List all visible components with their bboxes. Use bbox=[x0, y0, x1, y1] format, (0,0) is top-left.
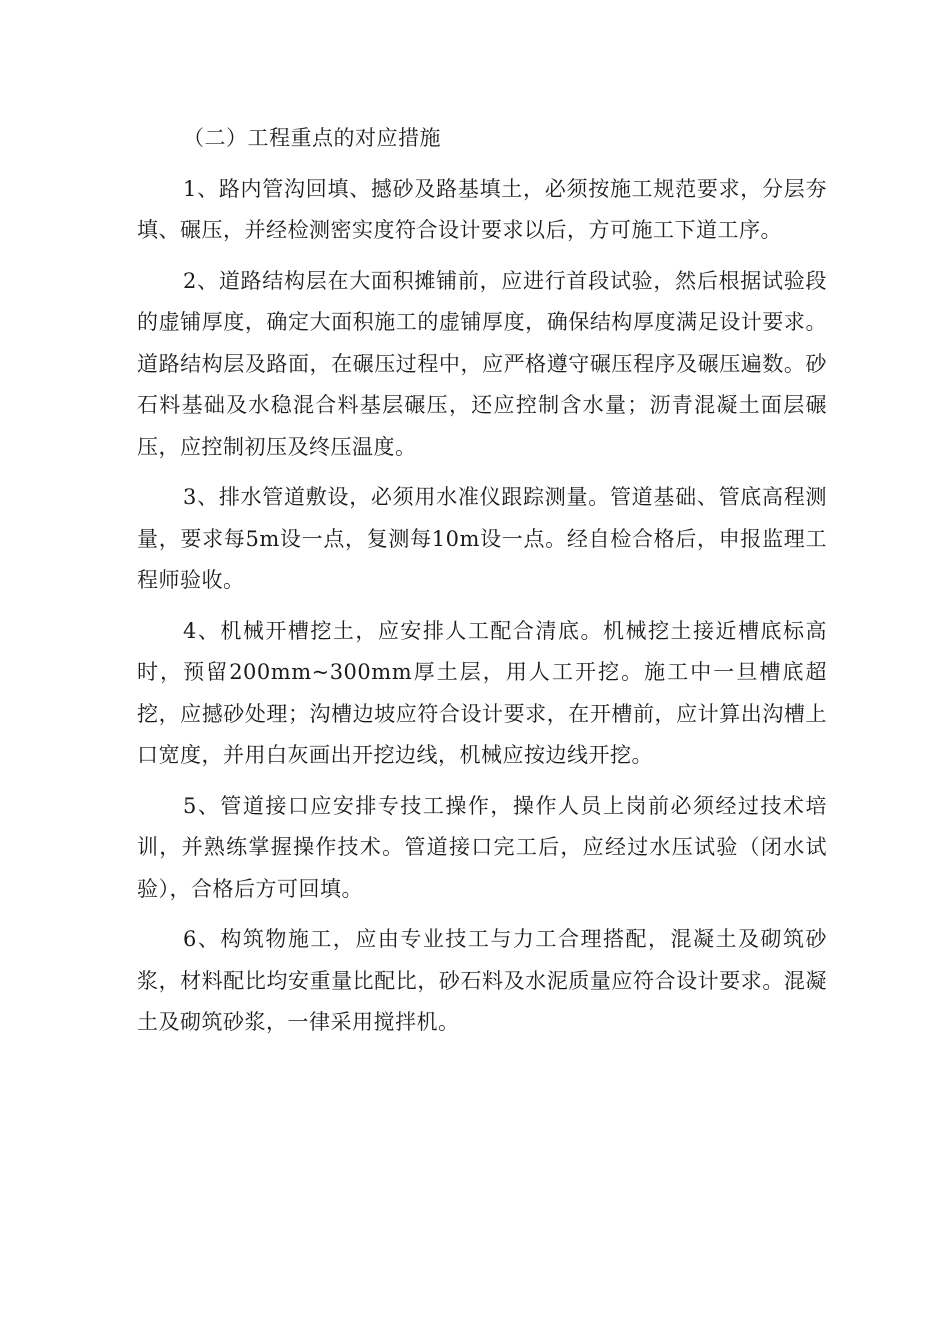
section-heading: （二）工程重点的对应措施 bbox=[183, 126, 441, 150]
paragraph-4: 4、机械开槽挖土，应安排人工配合清底。机械挖土接近槽底标高时，预留200mm~300mm厚土层，用人工开挖。施工中一旦槽底超挖，应撼砂处理；沟槽边坡应符合设计要求，在开槽前，应计算出沟槽上口宽度，并用白灰画出开挖边线，机械应按边线开挖。 bbox=[137, 618, 827, 767]
paragraph-6: 6、构筑物施工，应由专业技工与力工合理搭配，混凝土及砌筑砂浆，材料配比均安重量比配比，砂石料及水泥质量应符合设计要求。混凝土及砌筑砂浆，一律采用搅拌机。 bbox=[137, 927, 827, 1034]
paragraph-5: 5、管道接口应安排专技工操作，操作人员上岗前必须经过技术培训，并熟练掌握操作技术。管道接口完工后，应经过水压试验（闭水试验），合格后方可回填。 bbox=[137, 793, 827, 901]
paragraph-2: 2、道路结构层在大面积摊铺前，应进行首段试验，然后根据试验段的虚铺厚度，确定大面积施工的虚铺厚度，确保结构厚度满足设计要求。道路结构层及路面，在碾压过程中，应严格遵守碾压程序及碾压遍数。砂石料基础及水稳混合料基层碾压，还应控制含水量；沥青混凝土面层碾压，应控制初压及终压温度。 bbox=[137, 268, 827, 459]
paragraph-3: 3、排水管道敷设，必须用水准仪跟踪测量。管道基础、管底高程测量，要求每5m设一点，复测每10m设一点。经自检合格后，申报监理工程师验收。 bbox=[137, 485, 827, 592]
paragraph-1: 1、路内管沟回填、撼砂及路基填土，必须按施工规范要求，分层夯填、碾压，并经检测密实度符合设计要求以后，方可施工下道工序。 bbox=[137, 176, 827, 242]
document-body bbox=[137, 118, 827, 1053]
